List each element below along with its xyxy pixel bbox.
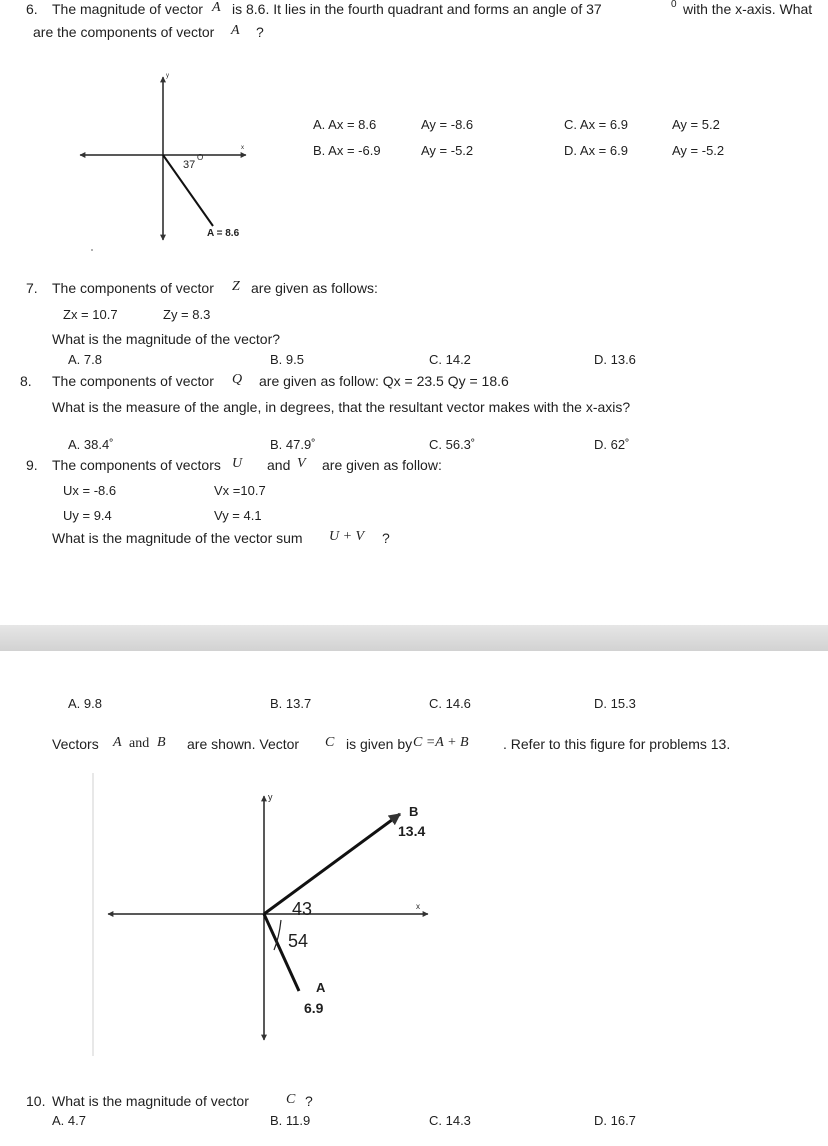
q6-fig-magnitude: A = 8.6: [207, 228, 240, 239]
q6-choice-a-y[interactable]: Ay = -8.6: [421, 117, 474, 132]
q9-vector-u: U: [232, 456, 243, 471]
q6-choice-d-x[interactable]: D. Ax = 6.9: [564, 143, 628, 158]
q9-ux: Ux = -8.6: [63, 483, 117, 498]
intro-vector-b: B: [157, 735, 166, 750]
q7-choice-b[interactable]: B. 9.5: [270, 352, 304, 367]
q10-choice-a[interactable]: A. 4.7: [52, 1113, 86, 1128]
q9-uy: Uy = 9.4: [63, 508, 112, 523]
q6-vector-a2: A: [231, 23, 240, 38]
q6-choice-a-x[interactable]: A. Ax = 8.6: [313, 117, 377, 132]
q6-number: 6.: [26, 1, 38, 17]
q6-vector-a: A: [212, 0, 221, 15]
q7-choice-d[interactable]: D. 13.6: [594, 352, 636, 367]
q9-choice-d[interactable]: D. 15.3: [594, 696, 636, 711]
q7-question: What is the magnitude of the vector?: [52, 331, 281, 347]
q8-choice-c[interactable]: C. 56.3˚: [429, 437, 476, 452]
q9-vy: Vy = 4.1: [214, 508, 262, 523]
q6-degree-mark: 0: [671, 0, 677, 10]
q6-text-line2: are the components of vector: [33, 24, 215, 40]
intro-formula: C =A + B: [413, 735, 469, 750]
q8-question: What is the measure of the angle, in degrees, that the resultant vector makes with the x-axis?: [52, 399, 631, 415]
q9-text-part1: The components of vectors: [52, 457, 221, 473]
q6-fig-y-label: y: [166, 73, 169, 79]
q8-choice-b[interactable]: B. 47.9˚: [270, 437, 316, 452]
fig2-vector-a: [264, 914, 299, 991]
q8-text-part1: The components of vector: [52, 373, 214, 389]
q7-number: 7.: [26, 280, 38, 296]
q9-vx: Vx =10.7: [214, 483, 266, 498]
intro-part4: . Refer to this figure for problems 13.: [503, 736, 731, 752]
q10-choice-d[interactable]: D. 16.7: [594, 1113, 636, 1128]
intro-vector-c: C: [325, 735, 335, 750]
q9-sum-expression: U + V: [329, 529, 365, 544]
q8-number: 8.: [20, 373, 32, 389]
q9-text-part2: are given as follow:: [322, 457, 442, 473]
q9-number: 9.: [26, 457, 38, 473]
q8-choice-d[interactable]: D. 62˚: [594, 437, 630, 452]
q9-choice-c[interactable]: C. 14.6: [429, 696, 471, 711]
q6-fig-angle: 37: [183, 159, 196, 171]
q6-question-mark: ?: [256, 24, 264, 40]
q6-fig-angle-deg: O: [197, 153, 204, 162]
q6-text-part1: The magnitude of vector: [52, 1, 203, 17]
fig2-b-magnitude: 13.4: [398, 823, 426, 839]
fig2-vector-b: [264, 814, 400, 914]
intro-part2: are shown. Vector: [187, 736, 300, 752]
q7-text-part2: are given as follows:: [251, 280, 378, 296]
q7-choice-a[interactable]: A. 7.8: [68, 352, 102, 367]
q6-text-part3: with the x-axis. What: [683, 1, 813, 17]
q9-question: What is the magnitude of the vector sum: [52, 530, 303, 546]
q8-text-part2: are given as follow: Qx = 23.5 Qy = 18.6: [259, 373, 509, 389]
q7-text-part1: The components of vector: [52, 280, 214, 296]
q10-vector-c: C: [286, 1092, 296, 1107]
q6-choice-c-x[interactable]: C. Ax = 6.9: [564, 117, 628, 132]
fig2-b-label: B: [409, 804, 419, 819]
q8-choice-a[interactable]: A. 38.4˚: [68, 437, 114, 452]
q7-choice-c[interactable]: C. 14.2: [429, 352, 471, 367]
intro-and: and: [129, 736, 150, 751]
q6-choice-b-y[interactable]: Ay = -5.2: [421, 143, 474, 158]
q6-choice-c-y[interactable]: Ay = 5.2: [672, 117, 720, 132]
q6-text-part2: is 8.6. It lies in the fourth quadrant and forms an angle of 37: [232, 1, 602, 17]
fig2-angle-54: 54: [288, 931, 309, 951]
intro-part1: Vectors: [52, 736, 99, 752]
q9-vector-v: V: [297, 456, 306, 471]
q6-choice-b-x[interactable]: B. Ax = -6.9: [313, 143, 381, 158]
intro-vector-a: A: [113, 735, 122, 750]
fig2-x-label: x: [416, 902, 420, 911]
q9-and: and: [267, 457, 291, 473]
page-break-band: [0, 625, 828, 651]
q7-vector-z: Z: [232, 279, 240, 294]
fig2-y-label: y: [268, 792, 273, 802]
q8-vector-q: Q: [232, 372, 243, 387]
q6-fig-x-label: x: [241, 145, 244, 151]
fig2-figure: [93, 773, 428, 1056]
fig2-angle-43: 43: [292, 899, 313, 919]
intro-part3: is given by: [346, 736, 413, 752]
fig2-a-label: A: [316, 980, 326, 995]
q10-number: 10.: [26, 1093, 46, 1109]
q9-choice-a[interactable]: A. 9.8: [68, 696, 102, 711]
q10-question: What is the magnitude of vector: [52, 1093, 249, 1109]
q7-zy: Zy = 8.3: [163, 307, 211, 322]
fig2-a-magnitude: 6.9: [304, 1000, 324, 1016]
q9-question-mark: ?: [382, 530, 390, 546]
q6-choice-d-y[interactable]: Ay = -5.2: [672, 143, 725, 158]
q10-question-mark: ?: [305, 1093, 313, 1109]
q7-zx: Zx = 10.7: [63, 307, 118, 322]
q6-figure: [80, 77, 246, 251]
q10-choice-b[interactable]: B. 11.9: [270, 1113, 311, 1128]
q10-choice-c[interactable]: C. 14.3: [429, 1113, 471, 1128]
q9-choice-b[interactable]: B. 13.7: [270, 696, 312, 711]
